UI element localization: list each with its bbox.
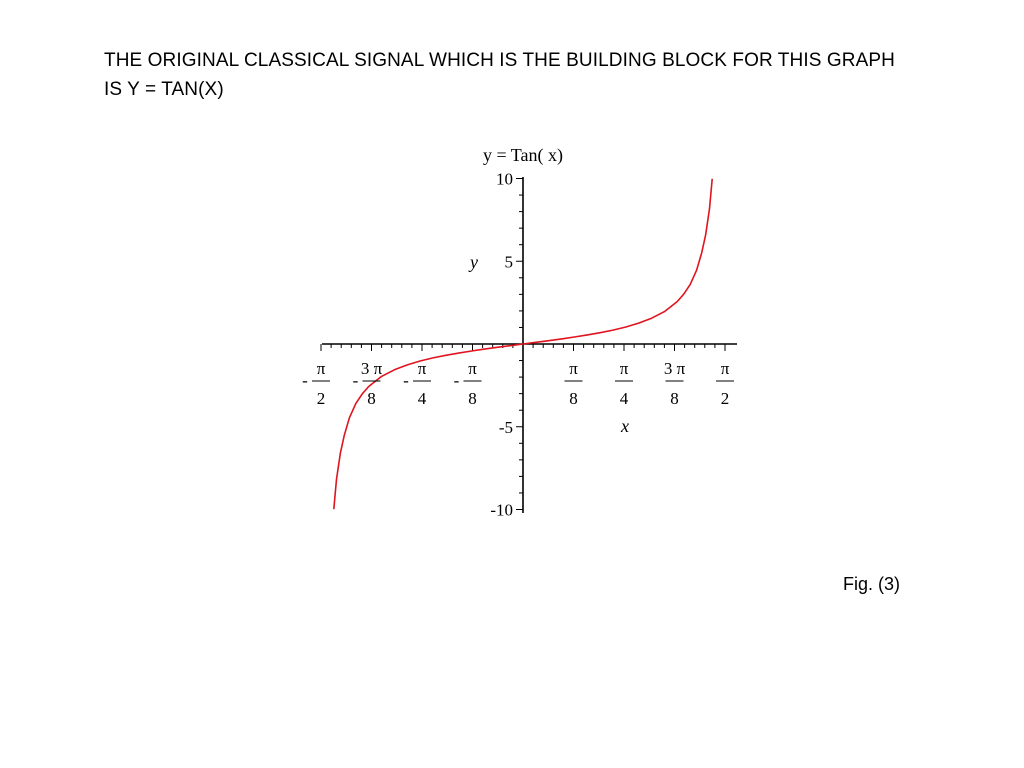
curve-point [484,349,485,350]
x-tick-denominator: 4 [417,389,427,408]
curve-point [432,357,433,358]
axes [321,177,737,513]
curve-point [349,417,350,418]
x-tick-sign: - [302,371,308,390]
x-tick-numerator: 3 π [663,359,686,378]
x-tick-label [454,359,482,408]
x-tick-numerator: π [468,359,477,378]
curve-point [574,336,575,337]
curve-point [712,178,713,179]
curve-point [333,509,334,510]
x-tick-sign: - [403,371,409,390]
curve-point [664,311,665,312]
x-tick-denominator: 8 [670,389,679,408]
x-tick-numerator: π [569,359,578,378]
curve-point [368,386,369,387]
x-tick-numerator: π [316,359,326,378]
curve-point [677,301,678,302]
x-tick-numerator: π [417,359,427,378]
curve-point [683,294,684,295]
curve-point [340,452,341,453]
x-tick-numerator: 3 π [360,359,383,378]
x-tick-label [716,359,734,408]
curve-point [445,355,446,356]
x-tick-sign: - [352,371,359,390]
curve-point [394,369,395,370]
curve-point [336,479,337,480]
y-tick-label: 10 [496,169,513,189]
y-tick-label: -5 [498,417,513,437]
curve-point [458,353,459,354]
curve-point [638,323,639,324]
x-tick-label [302,359,330,408]
x-tick-label [403,359,431,408]
curve-point [651,318,652,319]
curve-point [696,270,697,271]
curve-point [497,347,498,348]
x-tick-denominator: 8 [468,389,477,408]
x-tick-sign: - [453,371,460,390]
x-tick-denominator: 8 [569,389,578,408]
curve-point [535,342,536,343]
curve-point [709,208,710,209]
x-tick-numerator: π [720,359,730,378]
curve-point [701,252,702,253]
curve-point [561,338,562,339]
figure-caption: Fig. (3) [843,574,901,594]
x-tick-label [565,359,583,408]
x-tick-label [664,359,686,408]
curve-point [510,345,511,346]
slide-title-line-2: IS Y = TAN(X) [104,79,224,100]
chart-title: y = Tan( x) [482,145,564,165]
curve-point [690,284,691,285]
x-tick-numerator: π [619,359,629,378]
y-tick-label: 5 [504,252,513,272]
curve-point [625,326,626,327]
curve-point [471,350,472,351]
slide-title-line-1: THE ORIGINAL CLASSICAL SIGNAL WHICH IS THE BUILDING BLOCK FOR THIS GRAPH [104,50,895,71]
curve-point [355,403,356,404]
x-axis-label: x [621,416,629,436]
curve-point [407,364,408,365]
y-tick-label: -10 [490,500,513,520]
curve-point [587,334,588,335]
curve-point [705,235,706,236]
x-tick-denominator: 4 [619,389,629,408]
curve-point [362,393,363,394]
curve-point [548,340,549,341]
curve-point [344,435,345,436]
x-tick-denominator: 8 [367,389,376,408]
x-tick-denominator: 2 [316,389,326,408]
curve-point [600,332,601,333]
curve-point [612,330,613,331]
curve-point [522,343,523,344]
y-axis-label: y [470,252,478,272]
x-tick-denominator: 2 [720,389,730,408]
x-tick-label [615,359,633,408]
